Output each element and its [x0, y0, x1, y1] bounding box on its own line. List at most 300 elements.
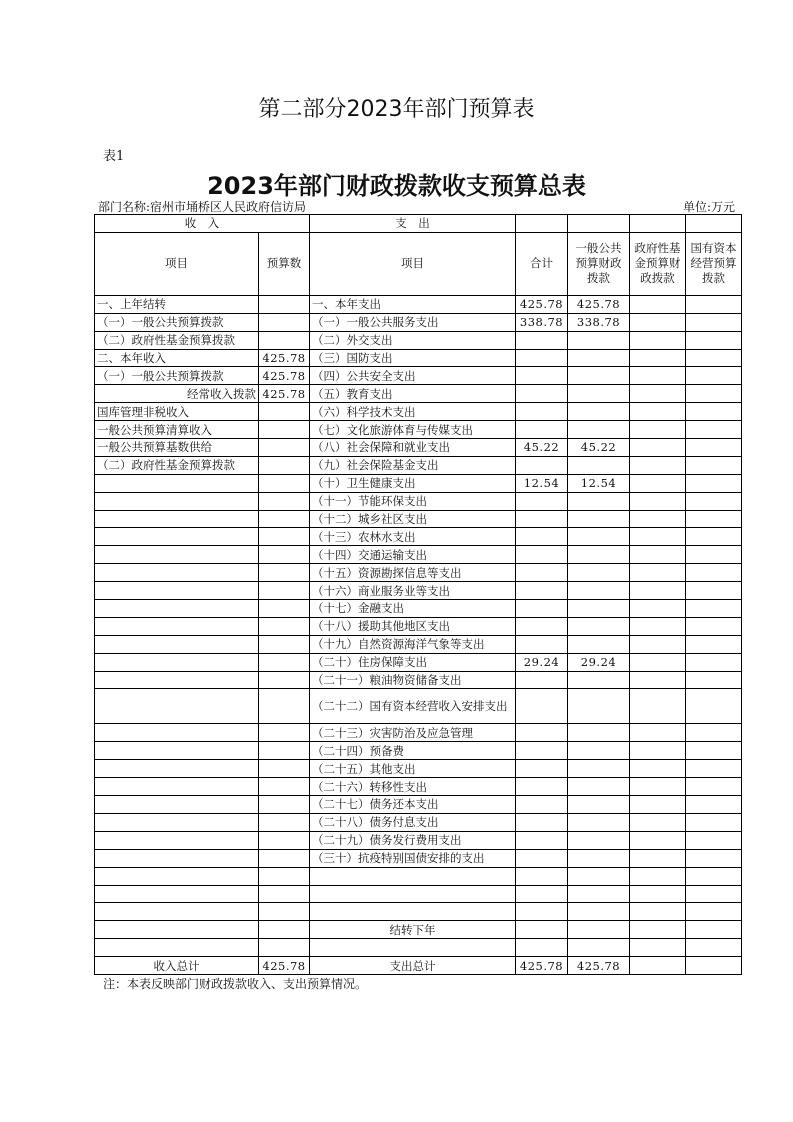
- income-amount-cell: [259, 689, 310, 724]
- income-cell: 一般公共预算基数供给: [95, 439, 259, 457]
- fund-budget-cell: [630, 689, 686, 724]
- table-row: [95, 778, 742, 796]
- general-budget-cell: [568, 385, 630, 403]
- total-header: 合计: [516, 232, 568, 295]
- part-title: 第二部分2023年部门预算表: [258, 97, 535, 122]
- general-budget-cell: 425.78: [568, 957, 630, 975]
- income-amount-cell: [259, 600, 310, 618]
- general-budget-cell: [568, 671, 630, 689]
- income-cell: 二、本年收入: [95, 349, 259, 367]
- income-cell: [95, 582, 259, 600]
- fund-budget-cell: [630, 778, 686, 796]
- department-label: 部门名称:宿州市埇桥区人民政府信访局: [98, 200, 307, 214]
- expense-cell: （一）一般公共服务支出: [310, 313, 516, 331]
- total-cell: [516, 742, 568, 760]
- income-amount-cell: [259, 635, 310, 653]
- table-row: [95, 921, 742, 939]
- income-amount-cell: [259, 849, 310, 867]
- total-cell: 425.78: [516, 295, 568, 313]
- income-cell: [95, 600, 259, 618]
- income-cell: [95, 831, 259, 849]
- general-budget-cell: [568, 617, 630, 635]
- expense-cell: [310, 939, 516, 957]
- table-label: 表1: [103, 149, 125, 164]
- state-capital-cell: [686, 813, 742, 831]
- total-cell: [516, 849, 568, 867]
- general-budget-cell: 425.78: [568, 295, 630, 313]
- general-budget-cell: [568, 331, 630, 349]
- income-cell: 经常收入拨款: [95, 385, 259, 403]
- state-capital-cell: [686, 439, 742, 457]
- income-amount-cell: 425.78: [259, 349, 310, 367]
- expense-cell: （二十一）粮油物资储备支出: [310, 671, 516, 689]
- income-cell: [95, 939, 259, 957]
- state-capital-cell: [686, 760, 742, 778]
- table-row: [95, 564, 742, 582]
- expense-cell: （二十六）转移性支出: [310, 778, 516, 796]
- expense-cell: （二十二）国有资本经营收入安排支出: [310, 689, 516, 724]
- state-capital-cell: [686, 564, 742, 582]
- state-capital-cell: [686, 546, 742, 564]
- income-cell: （二）政府性基金预算拨款: [95, 456, 259, 474]
- fund-budget-cell: [630, 385, 686, 403]
- expense-cell: [310, 885, 516, 903]
- expense-cell: （十二）城乡社区支出: [310, 510, 516, 528]
- fund-budget-cell: [630, 671, 686, 689]
- total-cell: [516, 796, 568, 814]
- expense-cell: 一、本年支出: [310, 295, 516, 313]
- state-capital-cell: [686, 921, 742, 939]
- income-amount-cell: 425.78: [259, 385, 310, 403]
- table-row: [95, 582, 742, 600]
- table-row: [95, 600, 742, 618]
- general-budget-cell: [568, 510, 630, 528]
- fund-budget-cell: [630, 957, 686, 975]
- table-row: [95, 492, 742, 510]
- expense-cell: （二十九）债务发行费用支出: [310, 831, 516, 849]
- income-amount-cell: [259, 760, 310, 778]
- state-capital-cell: [686, 689, 742, 724]
- income-amount-cell: [259, 582, 310, 600]
- fund-budget-cell: [630, 885, 686, 903]
- state-capital-cell: [686, 778, 742, 796]
- general-budget-cell: [568, 796, 630, 814]
- state-capital-cell: [686, 903, 742, 921]
- total-cell: 425.78: [516, 957, 568, 975]
- total-cell: [516, 600, 568, 618]
- fund-budget-cell: [630, 367, 686, 385]
- state-capital-cell: [686, 849, 742, 867]
- state-capital-cell: [686, 653, 742, 671]
- expense-cell: （十八）援助其他地区支出: [310, 617, 516, 635]
- total-cell: [516, 724, 568, 742]
- total-cell: [516, 617, 568, 635]
- income-amount-cell: 425.78: [259, 957, 310, 975]
- general-budget-cell: 338.78: [568, 313, 630, 331]
- income-amount-cell: [259, 456, 310, 474]
- fund-budget-cell: [630, 635, 686, 653]
- fund-budget-cell: [630, 921, 686, 939]
- table-row: [95, 528, 742, 546]
- general-budget-cell: [568, 885, 630, 903]
- total-cell: [516, 813, 568, 831]
- total-cell: [516, 582, 568, 600]
- income-amount-cell: [259, 421, 310, 439]
- fund-budget-cell: [630, 510, 686, 528]
- state-capital-cell: [686, 295, 742, 313]
- expense-cell: [310, 903, 516, 921]
- header-row: [95, 215, 742, 233]
- income-cell: [95, 528, 259, 546]
- expense-cell: [310, 867, 516, 885]
- state-capital-cell: [686, 385, 742, 403]
- income-cell: [95, 546, 259, 564]
- state-capital-cell: [686, 600, 742, 618]
- income-cell: 收入总计: [95, 957, 259, 975]
- state-capital-cell: [686, 474, 742, 492]
- general-budget-header: 一般公共预算财政拨款: [568, 232, 630, 295]
- fund-budget-cell: [630, 546, 686, 564]
- total-cell: [516, 456, 568, 474]
- expense-cell: 支出总计: [310, 957, 516, 975]
- income-amount-cell: [259, 331, 310, 349]
- fund-budget-cell: [630, 600, 686, 618]
- unit-label: 单位:万元: [682, 200, 735, 214]
- expense-item-header: 项目: [310, 232, 516, 295]
- fund-budget-cell: [630, 456, 686, 474]
- general-budget-cell: [568, 546, 630, 564]
- fund-budget-cell: [630, 492, 686, 510]
- state-capital-cell: [686, 939, 742, 957]
- income-cell: [95, 724, 259, 742]
- income-cell: [95, 760, 259, 778]
- general-budget-cell: [568, 903, 630, 921]
- income-cell: [95, 671, 259, 689]
- total-cell: [516, 867, 568, 885]
- state-capital-cell: [686, 331, 742, 349]
- income-amount-cell: [259, 295, 310, 313]
- income-cell: [95, 813, 259, 831]
- general-budget-cell: [568, 367, 630, 385]
- total-cell: 29.24: [516, 653, 568, 671]
- income-cell: [95, 885, 259, 903]
- income-cell: [95, 653, 259, 671]
- total-cell: [516, 385, 568, 403]
- income-cell: [95, 635, 259, 653]
- income-amount-cell: [259, 528, 310, 546]
- total-cell: [516, 528, 568, 546]
- general-budget-cell: [568, 403, 630, 421]
- income-amount-cell: [259, 439, 310, 457]
- table-row: [95, 421, 742, 439]
- fund-budget-cell: [630, 760, 686, 778]
- income-amount-cell: [259, 492, 310, 510]
- total-cell: [516, 939, 568, 957]
- general-budget-cell: [568, 689, 630, 724]
- income-cell: [95, 492, 259, 510]
- income-amount-cell: [259, 903, 310, 921]
- state-capital-cell: [686, 671, 742, 689]
- fund-budget-cell: [630, 349, 686, 367]
- table-row: [95, 546, 742, 564]
- income-cell: （一）一般公共预算拨款: [95, 313, 259, 331]
- total-cell: [516, 760, 568, 778]
- income-cell: 一、上年结转: [95, 295, 259, 313]
- income-amount-cell: [259, 313, 310, 331]
- fund-budget-cell: [630, 617, 686, 635]
- expense-cell: （六）科学技术支出: [310, 403, 516, 421]
- state-capital-cell: [686, 403, 742, 421]
- table-row: [95, 939, 742, 957]
- income-amount-cell: 425.78: [259, 367, 310, 385]
- expense-cell: （七）文化旅游体育与传媒支出: [310, 421, 516, 439]
- expense-cell: （二十三）灾害防治及应急管理: [310, 724, 516, 742]
- total-cell: [516, 831, 568, 849]
- state-capital-cell: [686, 957, 742, 975]
- state-capital-cell: [686, 313, 742, 331]
- income-cell: [95, 689, 259, 724]
- state-capital-cell: [686, 510, 742, 528]
- income-amount-cell: [259, 867, 310, 885]
- table-row: [95, 349, 742, 367]
- income-item-header: 项目: [95, 232, 259, 295]
- budget-table: [94, 214, 742, 975]
- state-capital-cell: [686, 831, 742, 849]
- table-row: [95, 313, 742, 331]
- table-row: [95, 456, 742, 474]
- expense-cell: （十七）金融支出: [310, 600, 516, 618]
- total-cell: [516, 635, 568, 653]
- budget-header: 预算数: [259, 232, 310, 295]
- footnote: 注：本表反映部门财政拨款收入、支出预算情况。: [103, 977, 368, 991]
- expense-cell: （十五）资源勘探信息等支出: [310, 564, 516, 582]
- fund-budget-cell: [630, 295, 686, 313]
- general-budget-cell: [568, 564, 630, 582]
- general-budget-cell: [568, 760, 630, 778]
- expense-cell: （十九）自然资源海洋气象等支出: [310, 635, 516, 653]
- fund-budget-cell: [630, 796, 686, 814]
- income-cell: [95, 903, 259, 921]
- expense-cell: （十三）农林水支出: [310, 528, 516, 546]
- income-header: 收 入: [95, 215, 310, 233]
- fund-budget-cell: [630, 331, 686, 349]
- state-capital-cell: [686, 867, 742, 885]
- total-cell: 45.22: [516, 439, 568, 457]
- total-cell: [516, 331, 568, 349]
- state-capital-cell: [686, 349, 742, 367]
- income-amount-cell: [259, 564, 310, 582]
- state-capital-cell: [686, 421, 742, 439]
- table-row: [95, 295, 742, 313]
- state-capital-cell: [686, 724, 742, 742]
- fund-budget-cell: [630, 528, 686, 546]
- fund-budget-cell: [630, 421, 686, 439]
- general-budget-cell: [568, 778, 630, 796]
- income-cell: [95, 778, 259, 796]
- general-budget-cell: 45.22: [568, 439, 630, 457]
- income-amount-cell: [259, 885, 310, 903]
- income-cell: （一）一般公共预算拨款: [95, 367, 259, 385]
- state-capital-cell: [686, 617, 742, 635]
- income-amount-cell: [259, 921, 310, 939]
- expense-cell: （二）外交支出: [310, 331, 516, 349]
- table-row: [95, 724, 742, 742]
- income-cell: （二）政府性基金预算拨款: [95, 331, 259, 349]
- state-capital-cell: [686, 456, 742, 474]
- state-capital-cell: [686, 582, 742, 600]
- income-amount-cell: [259, 510, 310, 528]
- general-budget-cell: [568, 635, 630, 653]
- income-amount-cell: [259, 813, 310, 831]
- general-budget-cell: [568, 849, 630, 867]
- fund-budget-cell: [630, 439, 686, 457]
- table-row: [95, 796, 742, 814]
- general-budget-cell: 12.54: [568, 474, 630, 492]
- total-cell: [516, 510, 568, 528]
- income-amount-cell: [259, 653, 310, 671]
- general-budget-cell: [568, 921, 630, 939]
- table-row: [95, 510, 742, 528]
- fund-budget-cell: [630, 313, 686, 331]
- expense-cell: （三十）抗疫特别国债安排的支出: [310, 849, 516, 867]
- income-cell: [95, 510, 259, 528]
- income-amount-cell: [259, 831, 310, 849]
- expense-cell: （三）国防支出: [310, 349, 516, 367]
- income-amount-cell: [259, 724, 310, 742]
- table-row: [95, 885, 742, 903]
- general-budget-cell: [568, 349, 630, 367]
- income-amount-cell: [259, 939, 310, 957]
- income-amount-cell: [259, 403, 310, 421]
- table-row: [95, 653, 742, 671]
- table-row: [95, 385, 742, 403]
- total-cell: [516, 546, 568, 564]
- fund-budget-header: 政府性基金预算财政拨款: [630, 232, 686, 295]
- expense-cell: （十）卫生健康支出: [310, 474, 516, 492]
- income-amount-cell: [259, 796, 310, 814]
- general-budget-cell: [568, 421, 630, 439]
- table-row: [95, 617, 742, 635]
- income-cell: [95, 564, 259, 582]
- fund-budget-cell: [630, 564, 686, 582]
- income-cell: [95, 742, 259, 760]
- total-cell: [516, 903, 568, 921]
- income-cell: 国库管理非税收入: [95, 403, 259, 421]
- expense-cell: 结转下年: [310, 921, 516, 939]
- income-amount-cell: [259, 671, 310, 689]
- state-capital-cell: [686, 367, 742, 385]
- general-budget-cell: [568, 831, 630, 849]
- total-cell: [516, 689, 568, 724]
- table-row: [95, 903, 742, 921]
- expense-header: 支 出: [310, 215, 516, 233]
- general-budget-cell: 29.24: [568, 653, 630, 671]
- total-cell: [516, 885, 568, 903]
- expense-cell: （九）社会保险基金支出: [310, 456, 516, 474]
- general-budget-cell: [568, 492, 630, 510]
- fund-budget-cell: [630, 831, 686, 849]
- total-cell: [516, 778, 568, 796]
- total-cell: [516, 403, 568, 421]
- table-row: [95, 831, 742, 849]
- income-cell: [95, 867, 259, 885]
- table-row: [95, 813, 742, 831]
- expense-cell: （十四）交通运输支出: [310, 546, 516, 564]
- page-title: 2023年部门财政拨款收支预算总表: [207, 172, 586, 200]
- state-capital-cell: [686, 885, 742, 903]
- table-row: [95, 635, 742, 653]
- fund-budget-cell: [630, 867, 686, 885]
- total-cell: [516, 367, 568, 385]
- general-budget-cell: [568, 813, 630, 831]
- table-row: [95, 849, 742, 867]
- income-cell: [95, 474, 259, 492]
- state-capital-cell: [686, 742, 742, 760]
- state-capital-header: 国有资本经营预算拨款: [686, 232, 742, 295]
- general-budget-cell: [568, 600, 630, 618]
- fund-budget-cell: [630, 813, 686, 831]
- table-row: [95, 742, 742, 760]
- income-amount-cell: [259, 617, 310, 635]
- state-capital-cell: [686, 492, 742, 510]
- total-cell: [516, 492, 568, 510]
- general-budget-cell: [568, 724, 630, 742]
- table-row: [95, 331, 742, 349]
- fund-budget-cell: [630, 939, 686, 957]
- fund-budget-cell: [630, 724, 686, 742]
- table-row: [95, 403, 742, 421]
- table-row: [95, 474, 742, 492]
- income-cell: [95, 617, 259, 635]
- table-row: [95, 367, 742, 385]
- expense-cell: （二十四）预备费: [310, 742, 516, 760]
- total-cell: 338.78: [516, 313, 568, 331]
- expense-cell: （二十五）其他支出: [310, 760, 516, 778]
- table-row: [95, 439, 742, 457]
- table-row: [95, 689, 742, 724]
- income-cell: [95, 921, 259, 939]
- income-amount-cell: [259, 742, 310, 760]
- expense-cell: （十一）节能环保支出: [310, 492, 516, 510]
- state-capital-cell: [686, 528, 742, 546]
- expense-cell: （二十）住房保障支出: [310, 653, 516, 671]
- general-budget-cell: [568, 456, 630, 474]
- fund-budget-cell: [630, 742, 686, 760]
- state-capital-cell: [686, 796, 742, 814]
- income-amount-cell: [259, 474, 310, 492]
- state-capital-cell: [686, 635, 742, 653]
- table-row: [95, 957, 742, 975]
- fund-budget-cell: [630, 403, 686, 421]
- table-row: [95, 867, 742, 885]
- general-budget-cell: [568, 742, 630, 760]
- total-cell: 12.54: [516, 474, 568, 492]
- header-row-2: [95, 232, 742, 295]
- expense-cell: （十六）商业服务业等支出: [310, 582, 516, 600]
- total-cell: [516, 349, 568, 367]
- income-amount-cell: [259, 778, 310, 796]
- general-budget-cell: [568, 867, 630, 885]
- expense-cell: （二十八）债务付息支出: [310, 813, 516, 831]
- fund-budget-cell: [630, 653, 686, 671]
- income-cell: [95, 796, 259, 814]
- expense-cell: （四）公共安全支出: [310, 367, 516, 385]
- income-amount-cell: [259, 546, 310, 564]
- general-budget-cell: [568, 939, 630, 957]
- expense-cell: （五）教育支出: [310, 385, 516, 403]
- general-budget-cell: [568, 582, 630, 600]
- expense-cell: （二十七）债务还本支出: [310, 796, 516, 814]
